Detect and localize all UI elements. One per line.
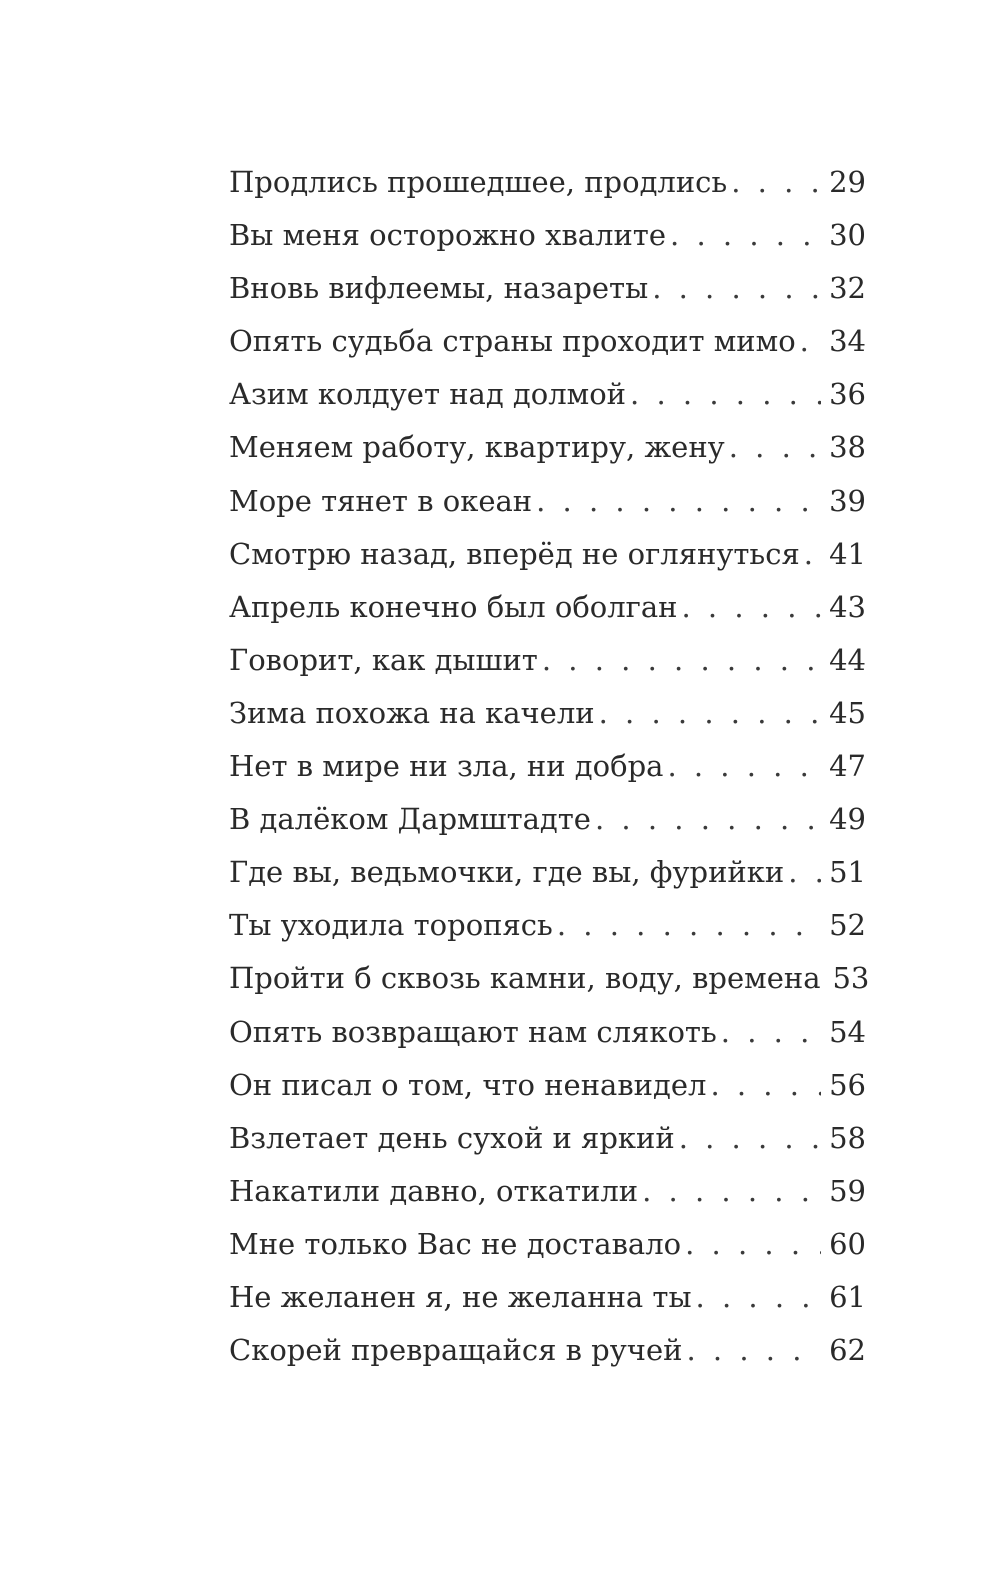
toc-entry: [229, 1059, 866, 1112]
dot-leader: [788, 846, 821, 899]
toc-entry-page: 59: [829, 1173, 866, 1208]
toc-entry-page: 32: [829, 271, 866, 306]
toc-entry-page: 47: [829, 749, 866, 784]
toc-entry: [229, 634, 866, 687]
toc-entry: [229, 899, 866, 952]
toc-entry-title: Нет в мире ни зла, ни добра: [229, 749, 664, 784]
toc-entry-page: 52: [829, 908, 866, 943]
toc-entry-page: 62: [829, 1333, 866, 1368]
dot-leader: [731, 156, 821, 209]
toc-entry-title: Взлетает день сухой и яркий: [229, 1120, 675, 1155]
toc-entry: [229, 528, 866, 581]
toc-entry: [229, 475, 866, 528]
toc-entry-title: Вы меня осторожно хвалите: [229, 218, 667, 253]
toc-entry-title: Ты уходила торопясь: [229, 908, 553, 943]
dot-leader: [804, 528, 821, 581]
toc-entry-page: 44: [829, 642, 866, 677]
toc-entry: [229, 368, 866, 421]
toc-entry: [229, 952, 870, 1005]
toc-entry-title: Вновь вифлеемы, назареты: [229, 271, 649, 306]
toc-entry-title: Не желанен я, не желанна ты: [229, 1279, 692, 1314]
toc-entry-page: 41: [829, 536, 866, 571]
toc-entry-title: Азим колдует над долмой: [229, 377, 627, 412]
toc-entry: [229, 1006, 866, 1059]
toc-entry: [229, 156, 866, 209]
dot-leader: [599, 687, 822, 740]
toc-entry-page: 39: [829, 483, 866, 518]
toc-entry-page: 56: [829, 1067, 866, 1102]
dot-leader: [800, 315, 821, 368]
toc-entry-page: 30: [829, 218, 866, 253]
table-of-contents: [229, 156, 870, 1377]
toc-entry: [229, 1271, 866, 1324]
dot-leader: [667, 740, 821, 793]
toc-entry: [229, 1165, 866, 1218]
dot-leader: [682, 581, 822, 634]
dot-leader: [729, 421, 821, 474]
toc-entry: [229, 1112, 866, 1165]
toc-entry-title: Апрель конечно был оболган: [229, 589, 678, 624]
toc-entry: [229, 1324, 866, 1377]
dot-leader: [710, 1059, 821, 1112]
toc-entry: [229, 687, 866, 740]
toc-entry-page: 45: [829, 695, 866, 730]
toc-entry: [229, 846, 866, 899]
dot-leader: [696, 1271, 822, 1324]
toc-entry: [229, 581, 866, 634]
dot-leader: [721, 1006, 821, 1059]
toc-entry-title: Опять судьба страны проходит мимо: [229, 324, 796, 359]
toc-entry-page: 43: [829, 589, 866, 624]
toc-entry: [229, 315, 866, 368]
dot-leader: [670, 209, 821, 262]
dot-leader: [679, 1112, 821, 1165]
toc-entry-title: В далёком Дармштадте: [229, 802, 591, 837]
toc-entry-title: Говорит, как дышит: [229, 642, 538, 677]
toc-entry-page: 54: [829, 1014, 866, 1049]
toc-entry-page: 53: [832, 961, 870, 996]
dot-leader: [630, 368, 821, 421]
toc-entry-title: Меняем работу, квартиру, жену: [229, 430, 725, 465]
toc-entry-title: Море тянет в океан: [229, 483, 533, 518]
toc-entry-page: 60: [829, 1226, 866, 1261]
toc-entry-page: 36: [829, 377, 866, 412]
toc-entry-page: 38: [829, 430, 866, 465]
toc-entry-page: 58: [829, 1120, 866, 1155]
toc-entry-title: Продлись прошедшее, продлись: [229, 165, 728, 199]
toc-entry-title: Скорей превращайся в ручей: [229, 1333, 683, 1368]
dot-leader: [557, 899, 821, 952]
dot-leader: [536, 475, 821, 528]
toc-entry-title: Опять возвращают нам слякоть: [229, 1014, 717, 1049]
toc-entry-title: Смотрю назад, вперёд не оглянуться: [229, 536, 800, 571]
toc-entry-title: Он писал о том, что ненавидел: [229, 1067, 707, 1102]
dot-leader: [595, 793, 821, 846]
dot-leader: [642, 1165, 821, 1218]
toc-entry-title: Пройти б сквозь камни, воду, времена: [229, 961, 821, 996]
toc-entry: [229, 262, 866, 315]
toc-entry-title: Накатили давно, откатили: [229, 1173, 639, 1208]
toc-entry-page: 51: [829, 855, 866, 890]
toc-entry: [229, 793, 866, 846]
toc-entry-page: 61: [829, 1279, 866, 1314]
dot-leader: [686, 1324, 821, 1377]
toc-entry-page: 29: [829, 165, 866, 199]
toc-entry-title: Где вы, ведьмочки, где вы, фурийки: [229, 855, 785, 890]
toc-entry: [229, 740, 866, 793]
toc-entry-page: 34: [829, 324, 866, 359]
dot-leader: [652, 262, 821, 315]
toc-entry: [229, 421, 866, 474]
toc-entry-page: 49: [829, 802, 866, 837]
dot-leader: [685, 1218, 821, 1271]
dot-leader: [542, 634, 821, 687]
toc-entry: [229, 1218, 866, 1271]
toc-entry-title: Зима похожа на качели: [229, 695, 595, 730]
toc-entry-title: Мне только Вас не доставало: [229, 1226, 682, 1261]
toc-entry: [229, 209, 866, 262]
